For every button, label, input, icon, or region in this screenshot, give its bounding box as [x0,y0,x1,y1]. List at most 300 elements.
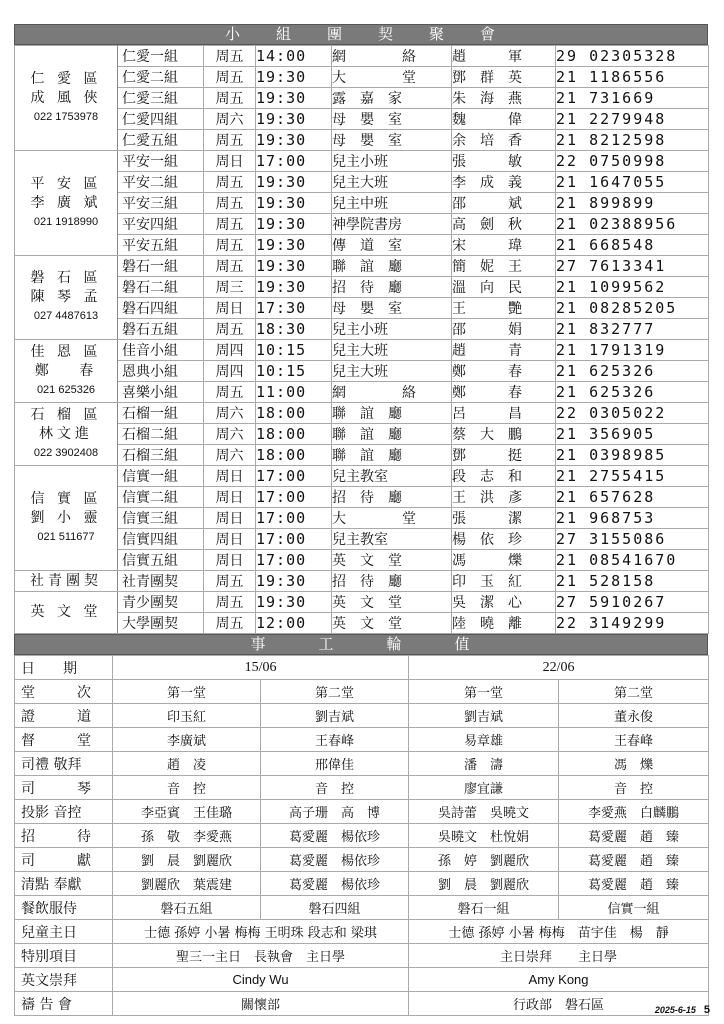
duty-cell: 音 控 [261,776,409,800]
duty-row [15,920,709,944]
group-location: 兒主大班 [332,340,452,361]
duty-date: 22/06 [409,656,709,680]
group-name: 平安二組 [118,172,204,193]
area-leader: 李 廣 斌 [30,194,102,211]
group-time: 17:00 [256,508,332,529]
group-time: 18:00 [256,403,332,424]
group-time: 19:30 [256,235,332,256]
duty-cell: 李廣斌 [113,728,261,752]
group-phone: 21 356905 [556,424,709,445]
area-name: 平 安 區 [30,175,102,192]
group-leader: 魏 偉 [452,109,556,130]
area-leader: 陳 琴 孟 [30,289,102,305]
group-location: 兒主中班 [332,193,452,214]
group-name: 大學團契 [118,613,204,634]
group-row [15,466,709,487]
duty-cell: 邢偉佳 [261,752,409,776]
duty-row [15,992,709,1016]
duty-cell: 葛愛麗 楊依珍 [261,848,409,872]
duty-cell: 趙 凌 [113,752,261,776]
group-leader: 李 成 義 [452,172,556,193]
group-day: 周五 [204,214,256,235]
group-leader: 陸 曉 離 [452,613,556,634]
duty-label: 司 琴 [15,776,113,800]
group-row [15,613,709,634]
area-cell [15,256,118,340]
group-time: 19:30 [256,277,332,298]
group-location: 聯 誼 廳 [332,256,452,277]
group-name: 石榴一組 [118,403,204,424]
page-number: 5 [703,1004,710,1016]
footer-date: 2025-6-15 [654,1005,696,1015]
area-phone: 021 1918990 [33,215,99,228]
duty-cell: Amy Kong [409,968,709,992]
group-name: 青少團契 [118,592,204,613]
group-time: 19:30 [256,571,332,592]
group-day: 周六 [204,109,256,130]
group-leader: 楊 依 珍 [452,529,556,550]
duty-label: 督 堂 [15,728,113,752]
group-location: 傳 道 室 [332,235,452,256]
group-time: 10:15 [256,361,332,382]
group-row [15,235,709,256]
area-phone: 022 3902408 [33,446,99,459]
duty-label: 堂 次 [15,680,113,704]
group-phone: 21 528158 [556,571,709,592]
duty-row [15,680,709,704]
duty-cell: 劉 晨 劉麗欣 [113,848,261,872]
group-day: 周五 [204,256,256,277]
group-name: 磐石二組 [118,277,204,298]
group-day: 周日 [204,508,256,529]
duty-cell: 李亞賓 王佳璐 [113,800,261,824]
group-day: 周六 [204,424,256,445]
duty-cell: 音 控 [559,776,709,800]
group-phone: 21 731669 [556,88,709,109]
duty-cell: 劉 晨 劉麗欣 [409,872,559,896]
group-phone: 21 1647055 [556,172,709,193]
group-day: 周四 [204,340,256,361]
duty-table [14,655,709,1016]
group-phone: 22 3149299 [556,613,709,634]
group-row [15,67,709,88]
duty-row [15,896,709,920]
group-name: 磐石四組 [118,298,204,319]
duty-cell: 潘 濤 [409,752,559,776]
group-time: 17:00 [256,550,332,571]
group-location: 大 堂 [332,508,452,529]
group-day: 周日 [204,550,256,571]
group-day: 周日 [204,151,256,172]
group-location: 聯 誼 廳 [332,445,452,466]
group-name: 信實二組 [118,487,204,508]
area-phone: 027 4487613 [33,310,99,322]
group-phone: 21 668548 [556,235,709,256]
group-time: 19:30 [256,172,332,193]
group-leader: 蔡 大 鵬 [452,424,556,445]
group-time: 18:00 [256,424,332,445]
group-time: 19:30 [256,193,332,214]
area-name: 英 文 堂 [30,604,102,620]
duty-cell: 葛愛麗 楊依珍 [261,872,409,896]
duty-cell: 王春峰 [559,728,709,752]
duty-row [15,848,709,872]
group-name: 平安五組 [118,235,204,256]
duty-cell: 第二堂 [261,680,409,704]
group-day: 周五 [204,592,256,613]
group-name: 喜樂小組 [118,382,204,403]
group-location: 母 嬰 室 [332,109,452,130]
group-time: 19:30 [256,88,332,109]
group-day: 周五 [204,235,256,256]
area-cell [15,592,118,634]
group-name: 信實一組 [118,466,204,487]
area-name: 佳 恩 區 [30,343,102,360]
group-row [15,46,709,67]
group-time: 19:30 [256,592,332,613]
group-location: 兒主教室 [332,529,452,550]
duty-cell: 董永俊 [559,704,709,728]
group-time: 17:00 [256,487,332,508]
duty-cell: 行政部 磐石區 [409,992,709,1016]
group-day: 周三 [204,277,256,298]
group-row [15,88,709,109]
duty-cell: 李愛燕 白麟鵬 [559,800,709,824]
area-leader: 鄭 春 [34,362,98,379]
area-cell [15,151,118,256]
group-time: 19:30 [256,67,332,88]
group-location: 網 絡 [332,46,452,67]
group-phone: 21 1791319 [556,340,709,361]
duty-label: 禱 告 會 [15,992,113,1016]
group-row [15,571,709,592]
group-time: 12:00 [256,613,332,634]
group-name: 平安四組 [118,214,204,235]
group-row [15,382,709,403]
group-time: 18:30 [256,319,332,340]
area-cell [15,403,118,466]
group-row [15,256,709,277]
duty-cell: 印玉紅 [113,704,261,728]
group-leader: 呂 昌 [452,403,556,424]
duty-row [15,944,709,968]
group-row [15,172,709,193]
group-leader: 吳 潔 心 [452,592,556,613]
duty-label: 特別項目 [15,944,113,968]
group-time: 19:30 [256,214,332,235]
duty-cell: 馮 爍 [559,752,709,776]
group-time: 17:00 [256,151,332,172]
group-time: 19:30 [256,130,332,151]
duty-row [15,872,709,896]
duty-cell: 關懷部 [113,992,409,1016]
group-row [15,550,709,571]
group-day: 周五 [204,67,256,88]
duty-cell: 磐石四組 [261,896,409,920]
group-phone: 29 02305328 [556,46,709,67]
duty-header: 事 工 輪 值 [250,635,472,653]
group-location: 招 待 廳 [332,571,452,592]
group-day: 周日 [204,487,256,508]
group-phone: 21 657628 [556,487,709,508]
group-location: 招 待 廳 [332,277,452,298]
duty-date-row [15,656,709,680]
group-leader: 宋 瑋 [452,235,556,256]
duty-row [15,704,709,728]
group-row [15,508,709,529]
group-leader: 鄧 挺 [452,445,556,466]
area-name: 磐 石 區 [30,270,102,286]
group-phone: 21 1186556 [556,67,709,88]
area-cell [15,466,118,571]
group-phone: 21 899899 [556,193,709,214]
group-day: 周五 [204,130,256,151]
groups-table [14,45,709,634]
group-day: 周五 [204,193,256,214]
group-day: 周五 [204,319,256,340]
group-row [15,487,709,508]
duty-row [15,752,709,776]
duty-label: 餐飲服侍 [15,896,113,920]
group-row [15,529,709,550]
group-time: 17:00 [256,466,332,487]
group-row [15,130,709,151]
group-leader: 高 劍 秋 [452,214,556,235]
group-leader: 邵 娟 [452,319,556,340]
group-row [15,340,709,361]
group-location: 兒主小班 [332,151,452,172]
area-name: 仁 愛 區 [30,70,102,87]
group-leader: 張 潔 [452,508,556,529]
duty-cell: 聖三一主日 長執會 主日學 [113,944,409,968]
group-phone: 21 625326 [556,361,709,382]
group-time: 10:15 [256,340,332,361]
group-leader: 王 艷 [452,298,556,319]
area-name: 信 實 區 [30,490,102,507]
group-leader: 張 敏 [452,151,556,172]
group-day: 周五 [204,172,256,193]
group-name: 平安三組 [118,193,204,214]
group-name: 信實五組 [118,550,204,571]
group-location: 露 嘉 家 [332,88,452,109]
group-location: 英 文 堂 [332,550,452,571]
area-leader: 劉 小 靈 [30,509,102,526]
duty-cell: 葛愛麗 趙 臻 [559,872,709,896]
group-location: 母 嬰 室 [332,130,452,151]
groups-header-bar [14,24,708,45]
duty-cell: 第一堂 [409,680,559,704]
duty-cell: 孫 敬 李愛燕 [113,824,261,848]
group-leader: 段 志 和 [452,466,556,487]
group-row [15,109,709,130]
duty-label: 投影 音控 [15,800,113,824]
group-phone: 21 2755415 [556,466,709,487]
group-time: 11:00 [256,382,332,403]
group-name: 石榴二組 [118,424,204,445]
group-day: 周日 [204,298,256,319]
area-phone: 021 625326 [36,383,96,396]
group-row [15,319,709,340]
group-leader: 馮 爍 [452,550,556,571]
duty-cell: 葛愛麗 趙 臻 [559,824,709,848]
group-day: 周五 [204,382,256,403]
group-name: 信實三組 [118,508,204,529]
group-leader: 余 培 香 [452,130,556,151]
group-phone: 27 3155086 [556,529,709,550]
group-location: 聯 誼 廳 [332,403,452,424]
area-leader: 成 風 俠 [30,89,102,106]
group-location: 兒主大班 [332,172,452,193]
duty-label: 日 期 [15,656,113,680]
duty-row [15,776,709,800]
group-name: 仁愛四組 [118,109,204,130]
duty-cell: 第一堂 [113,680,261,704]
group-row [15,277,709,298]
group-row [15,445,709,466]
duty-cell: 音 控 [113,776,261,800]
group-day: 周五 [204,46,256,67]
duty-row [15,824,709,848]
duty-cell: 劉吉斌 [409,704,559,728]
area-phone: 021 511677 [37,530,95,543]
groups-header: 小 組 團 契 聚 會 [224,25,497,43]
group-name: 仁愛二組 [118,67,204,88]
area-name: 石 榴 區 [30,406,102,423]
group-location: 聯 誼 廳 [332,424,452,445]
group-name: 磐石五組 [118,319,204,340]
duty-cell: 主日崇拜 主日學 [409,944,709,968]
area-phone: 022 1753978 [33,110,99,123]
duty-cell: 第二堂 [559,680,709,704]
group-name: 社青團契 [118,571,204,592]
group-time: 17:00 [256,529,332,550]
duty-cell: 葛愛麗 楊依珍 [261,824,409,848]
group-leader: 溫 向 民 [452,277,556,298]
group-time: 14:00 [256,46,332,67]
group-leader: 鄭 春 [452,382,556,403]
page-footer [655,1004,710,1016]
group-leader: 邵 斌 [452,193,556,214]
group-time: 19:30 [256,109,332,130]
group-phone: 21 625326 [556,382,709,403]
group-phone: 21 8212598 [556,130,709,151]
duty-cell: 士德 孫婷 小暑 梅梅 苗宇佳 楊 靜 [409,920,709,944]
duty-row [15,800,709,824]
group-day: 周六 [204,403,256,424]
group-location: 大 堂 [332,67,452,88]
group-leader: 王 洪 彥 [452,487,556,508]
group-phone: 21 0398985 [556,445,709,466]
duty-label: 招 待 [15,824,113,848]
duty-cell: 磐石一組 [409,896,559,920]
group-row [15,361,709,382]
group-leader: 趙 青 [452,340,556,361]
duty-header-bar [14,634,708,655]
group-name: 信實四組 [118,529,204,550]
group-location: 招 待 廳 [332,487,452,508]
duty-cell: 磐石五組 [113,896,261,920]
duty-cell: 劉吉斌 [261,704,409,728]
group-location: 兒主大班 [332,361,452,382]
duty-cell: 信實一組 [559,896,709,920]
duty-label: 清點 奉獻 [15,872,113,896]
duty-label: 兒童主日 [15,920,113,944]
group-phone: 22 0750998 [556,151,709,172]
group-row [15,592,709,613]
group-name: 仁愛五組 [118,130,204,151]
group-row [15,403,709,424]
group-name: 平安一組 [118,151,204,172]
group-row [15,298,709,319]
group-name: 仁愛三組 [118,88,204,109]
group-day: 周五 [204,88,256,109]
group-location: 英 文 堂 [332,613,452,634]
group-row [15,193,709,214]
duty-cell: 廖宜謙 [409,776,559,800]
group-leader: 鄭 春 [452,361,556,382]
group-location: 母 嬰 室 [332,298,452,319]
duty-row [15,728,709,752]
duty-cell: 士德 孫婷 小暑 梅梅 王明珠 段志和 梁琪 [113,920,409,944]
group-day: 周四 [204,361,256,382]
duty-cell: 孫 婷 劉麗欣 [409,848,559,872]
duty-label: 英文崇拜 [15,968,113,992]
group-phone: 21 968753 [556,508,709,529]
duty-label: 證 道 [15,704,113,728]
group-location: 神學院書房 [332,214,452,235]
group-phone: 27 7613341 [556,256,709,277]
area-leader: 林文進 [39,425,93,442]
group-location: 兒主小班 [332,319,452,340]
area-name: 社青團契 [30,572,102,589]
duty-label: 司禮 敬拜 [15,752,113,776]
group-phone: 21 02388956 [556,214,709,235]
group-phone: 21 1099562 [556,277,709,298]
duty-cell: 吳曉文 杜悅娟 [409,824,559,848]
group-row [15,151,709,172]
group-phone: 21 832777 [556,319,709,340]
area-cell [15,571,118,592]
duty-date: 15/06 [113,656,409,680]
group-phone: 27 5910267 [556,592,709,613]
group-name: 恩典小組 [118,361,204,382]
duty-cell: 易章雄 [409,728,559,752]
group-location: 網 絡 [332,382,452,403]
group-row [15,214,709,235]
group-day: 周六 [204,445,256,466]
group-leader: 簡 妮 王 [452,256,556,277]
group-leader: 印 玉 紅 [452,571,556,592]
duty-cell: 劉麗欣 葉震建 [113,872,261,896]
group-leader: 趙 軍 [452,46,556,67]
group-name: 磐石一組 [118,256,204,277]
group-time: 19:30 [256,256,332,277]
duty-cell: 葛愛麗 趙 臻 [559,848,709,872]
bulletin-page [14,24,708,1016]
duty-cell: 王春峰 [261,728,409,752]
area-cell [15,46,118,151]
group-location: 英 文 堂 [332,592,452,613]
duty-row [15,968,709,992]
duty-cell: 高子珊 高 博 [261,800,409,824]
group-phone: 21 2279948 [556,109,709,130]
group-day: 周五 [204,613,256,634]
group-time: 18:00 [256,445,332,466]
group-day: 周五 [204,571,256,592]
group-time: 17:30 [256,298,332,319]
group-leader: 朱 海 燕 [452,88,556,109]
group-phone: 21 08285205 [556,298,709,319]
